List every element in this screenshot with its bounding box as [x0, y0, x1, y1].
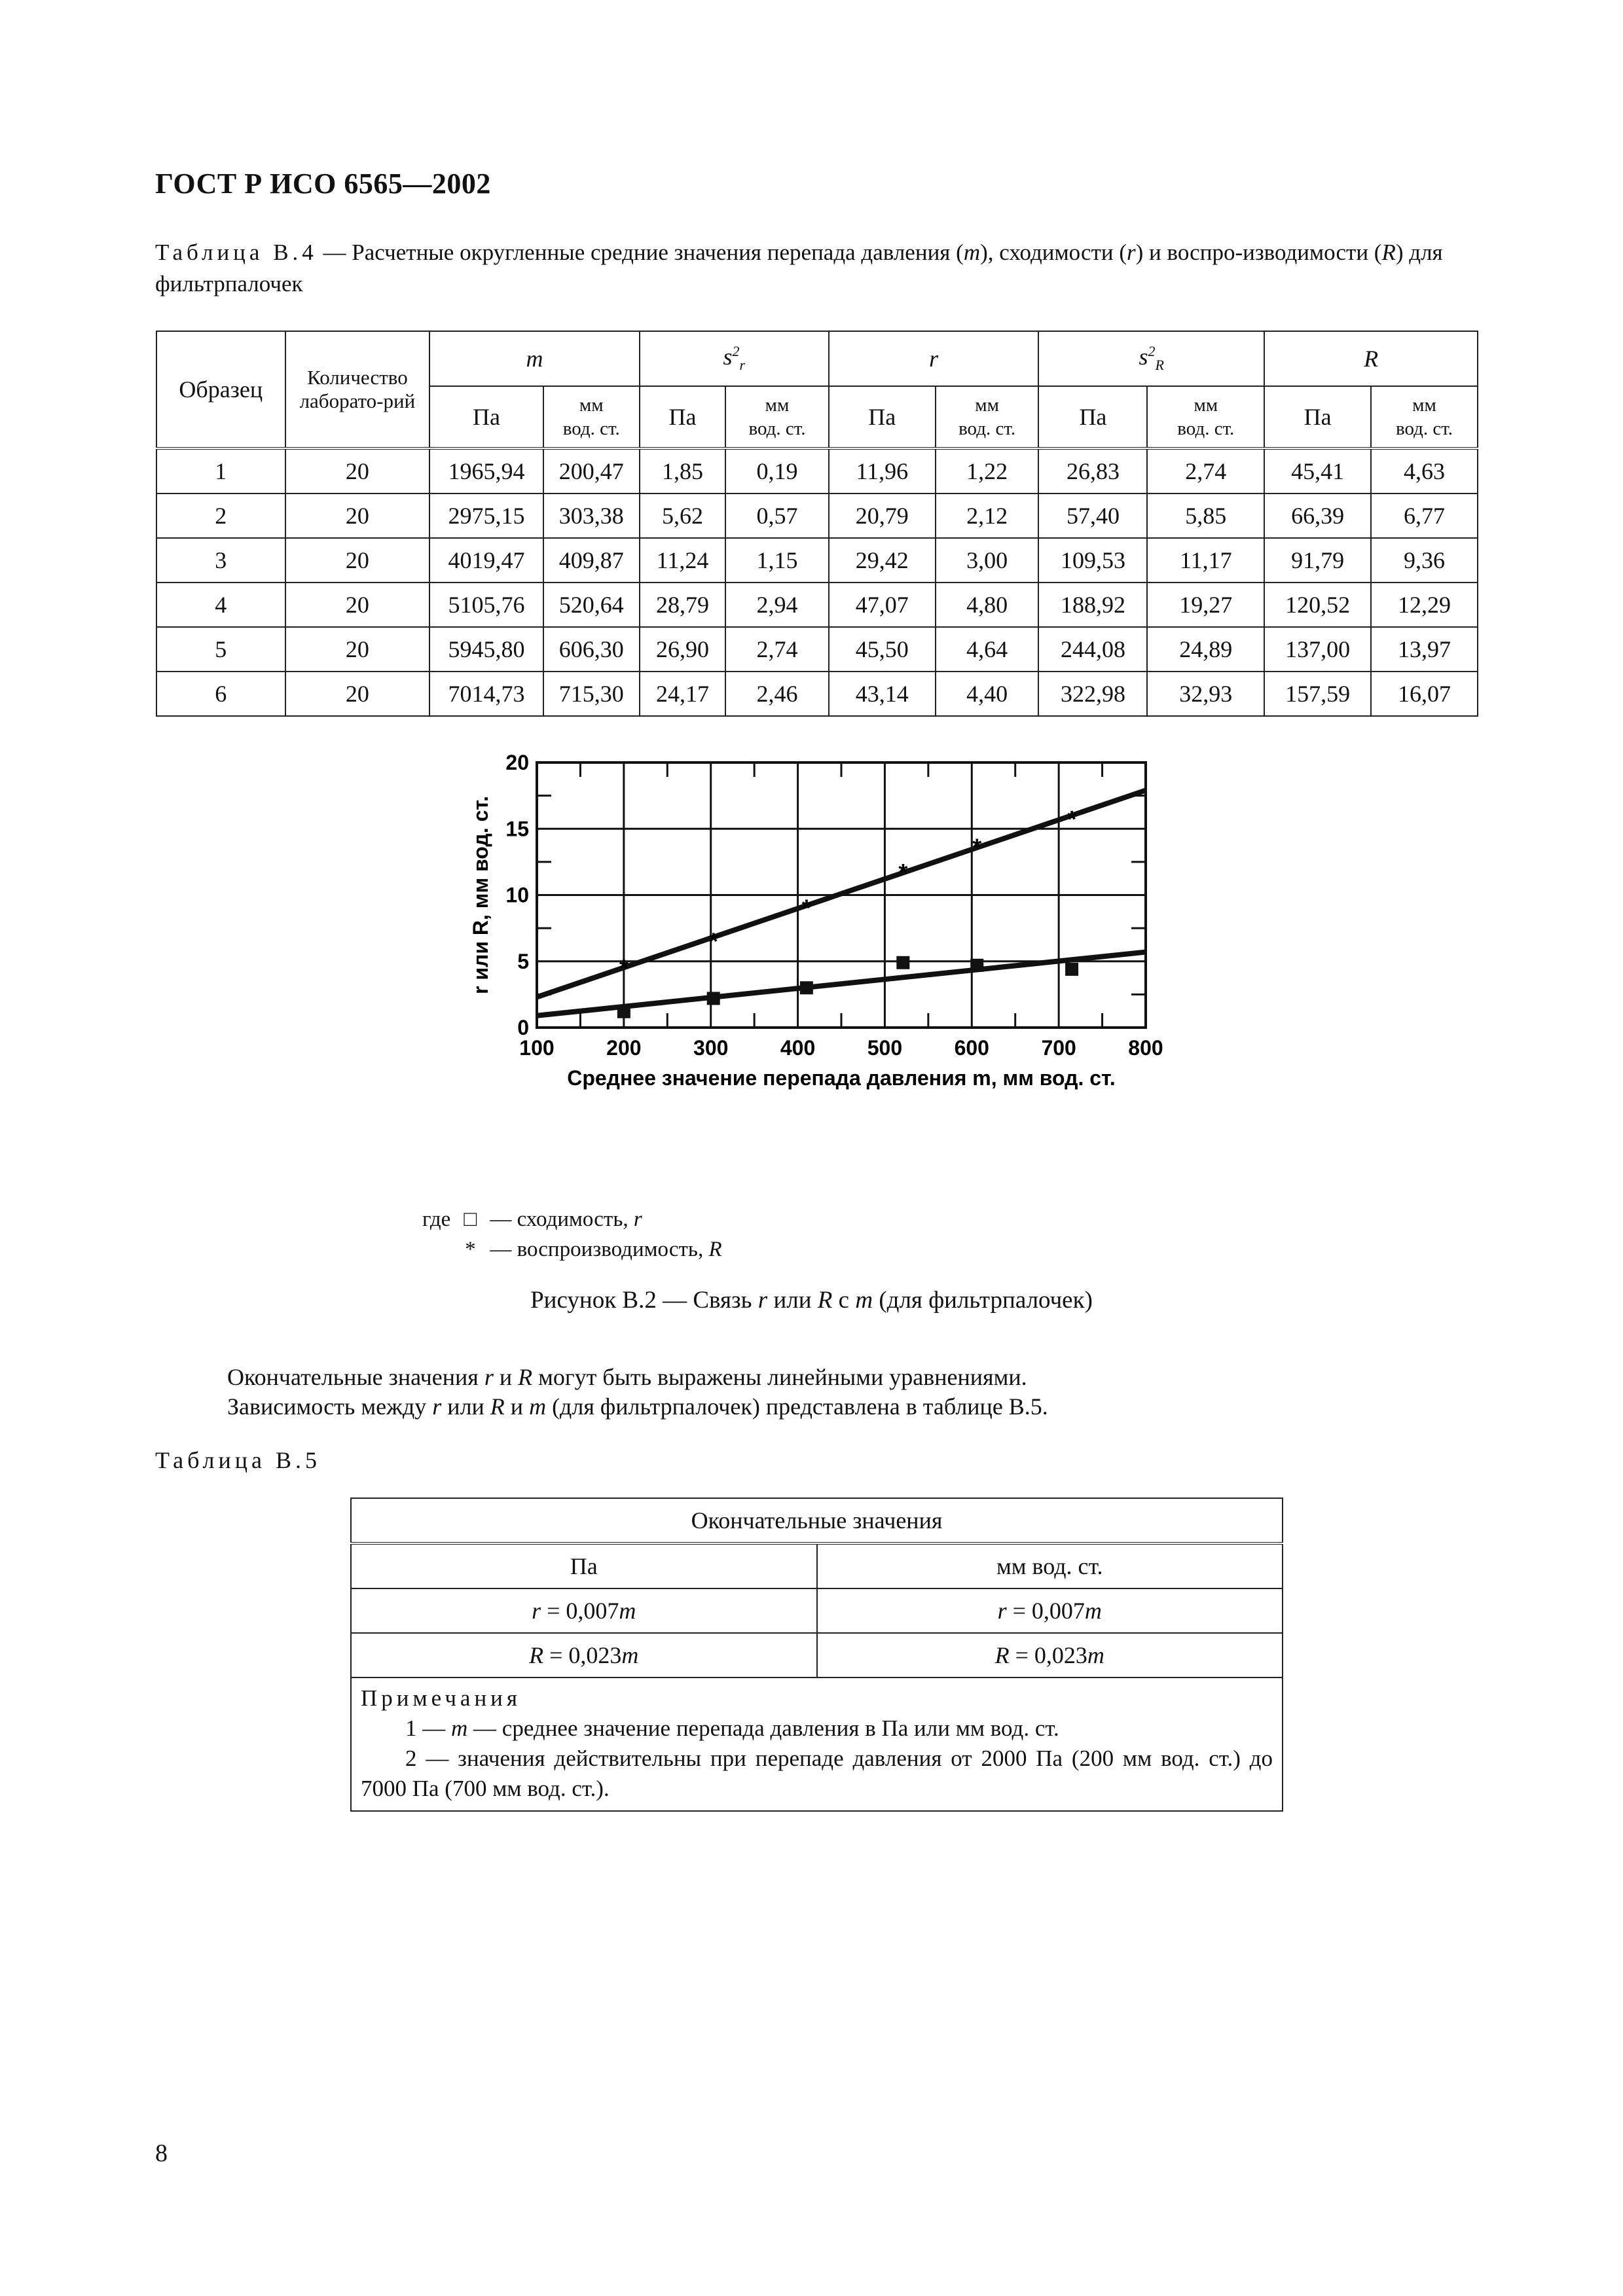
para-text: или — [441, 1393, 490, 1420]
legend-text: — воспроизводимость, — [490, 1238, 709, 1261]
caption-text: ) и воспро-изводимости ( — [1135, 240, 1382, 265]
data-point-square — [800, 981, 813, 994]
table-cell: 520,64 — [543, 583, 640, 627]
table-cell: 322,98 — [1038, 672, 1147, 716]
table-cell: 20,79 — [829, 493, 936, 538]
table-cell: 45,41 — [1264, 448, 1371, 493]
table-cell: 1,22 — [936, 448, 1039, 493]
eq-R-pa — [351, 1633, 817, 1677]
unit-mm-line2: вод. ст. — [1177, 418, 1235, 439]
header-m-var: m — [526, 346, 543, 372]
table-cell: 5 — [156, 627, 285, 672]
y-axis-label: r или R, мм вод. ст. — [469, 795, 492, 995]
table-cell: 244,08 — [1038, 627, 1147, 672]
col-mm: мм вод. ст. — [817, 1543, 1283, 1588]
figcap-text: (для фильтрпалочек) — [873, 1287, 1093, 1314]
table-cell: 109,53 — [1038, 538, 1147, 583]
header-r-var: r — [929, 346, 939, 372]
para-text: (для фильтрпалочек) представлена в таблице В.5. — [546, 1393, 1048, 1420]
legend-text: — сходимость, — [490, 1208, 634, 1231]
table-cell: 0,57 — [725, 493, 829, 538]
data-point-asterisk: * — [801, 894, 811, 922]
unit-mm — [725, 386, 829, 448]
table-cell: 66,39 — [1264, 493, 1371, 538]
table-cell: 4,64 — [936, 627, 1039, 672]
caption-var-r: r — [1127, 240, 1136, 265]
x-tick-label: 800 — [1128, 1036, 1163, 1060]
eq-var: r — [997, 1598, 1007, 1624]
para-text: Зависимость между — [227, 1393, 433, 1420]
figcap-text: или — [767, 1287, 818, 1314]
x-tick-label: 200 — [606, 1036, 642, 1060]
table-b4-label: Таблица В.4 — [155, 240, 318, 265]
x-tick-label: 400 — [780, 1036, 816, 1060]
data-point-square — [617, 1005, 630, 1018]
header-labs: Количество лаборато-рий — [285, 331, 430, 448]
table-cell: 24,89 — [1147, 627, 1264, 672]
table-cell: 4 — [156, 583, 285, 627]
data-point-square — [896, 956, 909, 969]
table-cell: 45,50 — [829, 627, 936, 672]
unit-mm — [936, 386, 1039, 448]
legend-where: где — [422, 1208, 451, 1231]
table-cell: 5945,80 — [429, 627, 543, 672]
data-point-square — [1065, 963, 1078, 976]
asterisk-marker-icon: * — [465, 1238, 476, 1261]
table-cell: 7014,73 — [429, 672, 543, 716]
table-cell: 5,62 — [640, 493, 725, 538]
note-1 — [361, 1713, 1273, 1744]
table-cell: 2,74 — [725, 627, 829, 672]
table-cell: 4,80 — [936, 583, 1039, 627]
eq-var: R — [994, 1642, 1010, 1668]
table-cell: 6 — [156, 672, 285, 716]
caption-text: ) для фильтрпалочек — [155, 240, 1443, 296]
unit-mm-line1: мм — [975, 395, 999, 416]
unit-pa: Па — [640, 386, 725, 448]
table-cell: 2,74 — [1147, 448, 1264, 493]
table-cell: 20 — [285, 538, 430, 583]
table-b4-caption — [155, 237, 1478, 300]
table-cell: 188,92 — [1038, 583, 1147, 627]
table-cell: 409,87 — [543, 538, 640, 583]
header-m — [429, 331, 640, 386]
figcap-var: R — [817, 1287, 833, 1314]
table-cell: 3 — [156, 538, 285, 583]
table-cell: 2,12 — [936, 493, 1039, 538]
table-cell: 19,27 — [1147, 583, 1264, 627]
y-tick-label: 15 — [505, 817, 529, 841]
table-cell: 715,30 — [543, 672, 640, 716]
table-cell: 47,07 — [829, 583, 936, 627]
x-tick-label: 300 — [693, 1036, 729, 1060]
para-var: m — [529, 1393, 547, 1420]
table-cell: 12,29 — [1371, 583, 1478, 627]
x-axis-label: Среднее значение перепада давления m, мм вод. ст. — [567, 1066, 1116, 1090]
note-2: 2 — значения действительны при перепаде давления от 2000 Па (200 мм вод. ст.) до 7000 Па (700 мм вод. ст.). — [361, 1746, 1273, 1801]
unit-mm-line1: мм — [1194, 395, 1218, 416]
unit-mm — [543, 386, 640, 448]
table-cell: 5105,76 — [429, 583, 543, 627]
square-marker-icon: □ — [464, 1208, 477, 1231]
para-text: могут быть выражены линейными уравнениями. — [532, 1364, 1027, 1390]
table-cell: 20 — [285, 448, 430, 493]
table-cell: 26,83 — [1038, 448, 1147, 493]
table-cell: 1965,94 — [429, 448, 543, 493]
sR2-sub: R — [1155, 357, 1164, 374]
table-b4-body — [156, 448, 1478, 716]
para-text: и — [493, 1364, 519, 1390]
table-row — [156, 448, 1478, 493]
table-cell: 43,14 — [829, 672, 936, 716]
unit-mm — [1147, 386, 1264, 448]
legend-var: r — [633, 1208, 642, 1231]
table-row — [156, 538, 1478, 583]
table-cell: 32,93 — [1147, 672, 1264, 716]
table-cell: 157,59 — [1264, 672, 1371, 716]
data-point-square — [970, 959, 983, 972]
data-point-asterisk: * — [619, 954, 629, 981]
figure-caption — [0, 1286, 1623, 1314]
table-row — [156, 493, 1478, 538]
y-tick-label: 0 — [517, 1016, 529, 1039]
eq-var: m — [619, 1598, 636, 1624]
note-text: 1 — — [405, 1715, 451, 1741]
eq-var: R — [529, 1642, 544, 1668]
table-cell: 29,42 — [829, 538, 936, 583]
table-cell: 0,19 — [725, 448, 829, 493]
figcap-var: r — [757, 1287, 768, 1314]
para-var: R — [518, 1364, 533, 1390]
eq-R-mm — [817, 1633, 1283, 1677]
header-R — [1264, 331, 1478, 386]
unit-pa: Па — [829, 386, 936, 448]
eq-r-pa — [351, 1588, 817, 1633]
para-var: r — [432, 1393, 442, 1420]
table-row — [156, 672, 1478, 716]
table-b5-label: Таблица В.5 — [155, 1447, 321, 1473]
figcap-text: Рисунок В.2 — Связь — [530, 1287, 758, 1314]
x-tick-label: 700 — [1041, 1036, 1076, 1060]
table-cell: 4,40 — [936, 672, 1039, 716]
table-cell: 2975,15 — [429, 493, 543, 538]
caption-var-m: m — [963, 240, 981, 265]
table-cell: 16,07 — [1371, 672, 1478, 716]
table-cell: 57,40 — [1038, 493, 1147, 538]
notes-title: Примечания — [361, 1685, 522, 1711]
table-cell: 11,96 — [829, 448, 936, 493]
eq-var: m — [621, 1642, 639, 1668]
x-tick-label: 500 — [867, 1036, 903, 1060]
col-pa: Па — [351, 1543, 817, 1588]
data-point-asterisk: * — [898, 859, 908, 886]
table-row — [156, 583, 1478, 627]
table-cell: 20 — [285, 627, 430, 672]
table-cell: 2,94 — [725, 583, 829, 627]
page-number: 8 — [155, 2140, 168, 2167]
table-cell: 120,52 — [1264, 583, 1371, 627]
table-cell: 20 — [285, 583, 430, 627]
legend-item-repeatability — [422, 1204, 722, 1234]
eq-coef: = 0,023 — [543, 1642, 622, 1668]
header-sr2 — [640, 331, 829, 386]
table-cell: 200,47 — [543, 448, 640, 493]
table-b5 — [350, 1498, 1283, 1812]
table-cell: 1,15 — [725, 538, 829, 583]
table-cell: 26,90 — [640, 627, 725, 672]
unit-mm-line2: вод. ст. — [1396, 418, 1453, 439]
table-cell: 28,79 — [640, 583, 725, 627]
table-cell: 2,46 — [725, 672, 829, 716]
para-var: R — [490, 1393, 505, 1420]
table-cell: 9,36 — [1371, 538, 1478, 583]
legend-item-reproducibility — [422, 1234, 722, 1265]
unit-mm-line1: мм — [765, 395, 790, 416]
unit-mm-line2: вод. ст. — [562, 418, 620, 439]
unit-pa: Па — [1264, 386, 1371, 448]
table-cell: 1,85 — [640, 448, 725, 493]
note-text: — среднее значение перепада давления в Па или мм вод. ст. — [467, 1715, 1059, 1741]
table-b4 — [156, 331, 1478, 717]
table-cell: 20 — [285, 493, 430, 538]
table-cell: 303,38 — [543, 493, 640, 538]
x-tick-label: 100 — [519, 1036, 555, 1060]
eq-coef: = 0,007 — [541, 1598, 619, 1624]
header-R-var: R — [1364, 346, 1379, 372]
table-cell: 20 — [285, 672, 430, 716]
table-cell: 5,85 — [1147, 493, 1264, 538]
unit-pa: Па — [1038, 386, 1147, 448]
sr2-base: s — [723, 344, 733, 370]
table-row — [156, 627, 1478, 672]
data-point-asterisk: * — [972, 833, 982, 861]
document-title: ГОСТ Р ИСО 6565—2002 — [155, 168, 491, 200]
unit-mm-line2: вод. ст. — [958, 418, 1016, 439]
table-b5-header: Окончательные значения — [351, 1498, 1283, 1543]
data-point-square — [707, 992, 720, 1005]
caption-text: ), сходимости ( — [980, 240, 1127, 265]
table-cell: 6,77 — [1371, 493, 1478, 538]
note-var: m — [451, 1715, 468, 1741]
figcap-var: m — [855, 1287, 873, 1314]
caption-var-R: R — [1381, 240, 1396, 265]
table-cell: 11,17 — [1147, 538, 1264, 583]
table-cell: 4,63 — [1371, 448, 1478, 493]
data-point-asterisk: * — [708, 927, 718, 955]
y-tick-label: 10 — [505, 883, 529, 907]
table-cell: 2 — [156, 493, 285, 538]
table-cell: 137,00 — [1264, 627, 1371, 672]
table-cell: 91,79 — [1264, 538, 1371, 583]
x-tick-label: 600 — [954, 1036, 989, 1060]
table-cell: 1 — [156, 448, 285, 493]
unit-mm-line1: мм — [1412, 395, 1436, 416]
eq-var: m — [1087, 1642, 1104, 1668]
legend-var: R — [708, 1238, 722, 1261]
paragraph-line-2 — [227, 1393, 1048, 1420]
eq-var: m — [1084, 1598, 1102, 1624]
table-cell: 13,97 — [1371, 627, 1478, 672]
header-r — [829, 331, 1039, 386]
table-b5-notes — [351, 1677, 1283, 1811]
chart-r-R-vs-m — [452, 736, 1185, 1194]
unit-mm — [1371, 386, 1478, 448]
unit-pa: Па — [429, 386, 543, 448]
header-sR2 — [1038, 331, 1264, 386]
eq-coef: = 0,007 — [1006, 1598, 1085, 1624]
para-text: Окончательные значения — [227, 1364, 484, 1390]
eq-var: r — [532, 1598, 541, 1624]
caption-text: — Расчетные округленные средние значения перепада давления ( — [317, 240, 964, 265]
sR2-sup: 2 — [1148, 343, 1156, 360]
table-cell: 4019,47 — [429, 538, 543, 583]
unit-mm-line2: вод. ст. — [748, 418, 806, 439]
sr2-sup: 2 — [732, 343, 740, 360]
eq-r-mm — [817, 1588, 1283, 1633]
eq-coef: = 0,023 — [1009, 1642, 1087, 1668]
sR2-base: s — [1139, 344, 1148, 370]
data-point-asterisk: * — [1067, 806, 1077, 833]
para-var: r — [484, 1364, 494, 1390]
y-tick-label: 5 — [517, 949, 529, 973]
sr2-sub: r — [739, 357, 746, 374]
table-cell: 606,30 — [543, 627, 640, 672]
unit-mm-line1: мм — [579, 395, 604, 416]
para-text: и — [504, 1393, 530, 1420]
figcap-text: с — [832, 1287, 856, 1314]
paragraph-line-1 — [227, 1363, 1027, 1391]
header-sample: Образец — [156, 331, 285, 448]
y-tick-label: 20 — [505, 751, 529, 774]
table-cell: 24,17 — [640, 672, 725, 716]
table-cell: 3,00 — [936, 538, 1039, 583]
chart-legend — [422, 1204, 722, 1265]
table-cell: 11,24 — [640, 538, 725, 583]
